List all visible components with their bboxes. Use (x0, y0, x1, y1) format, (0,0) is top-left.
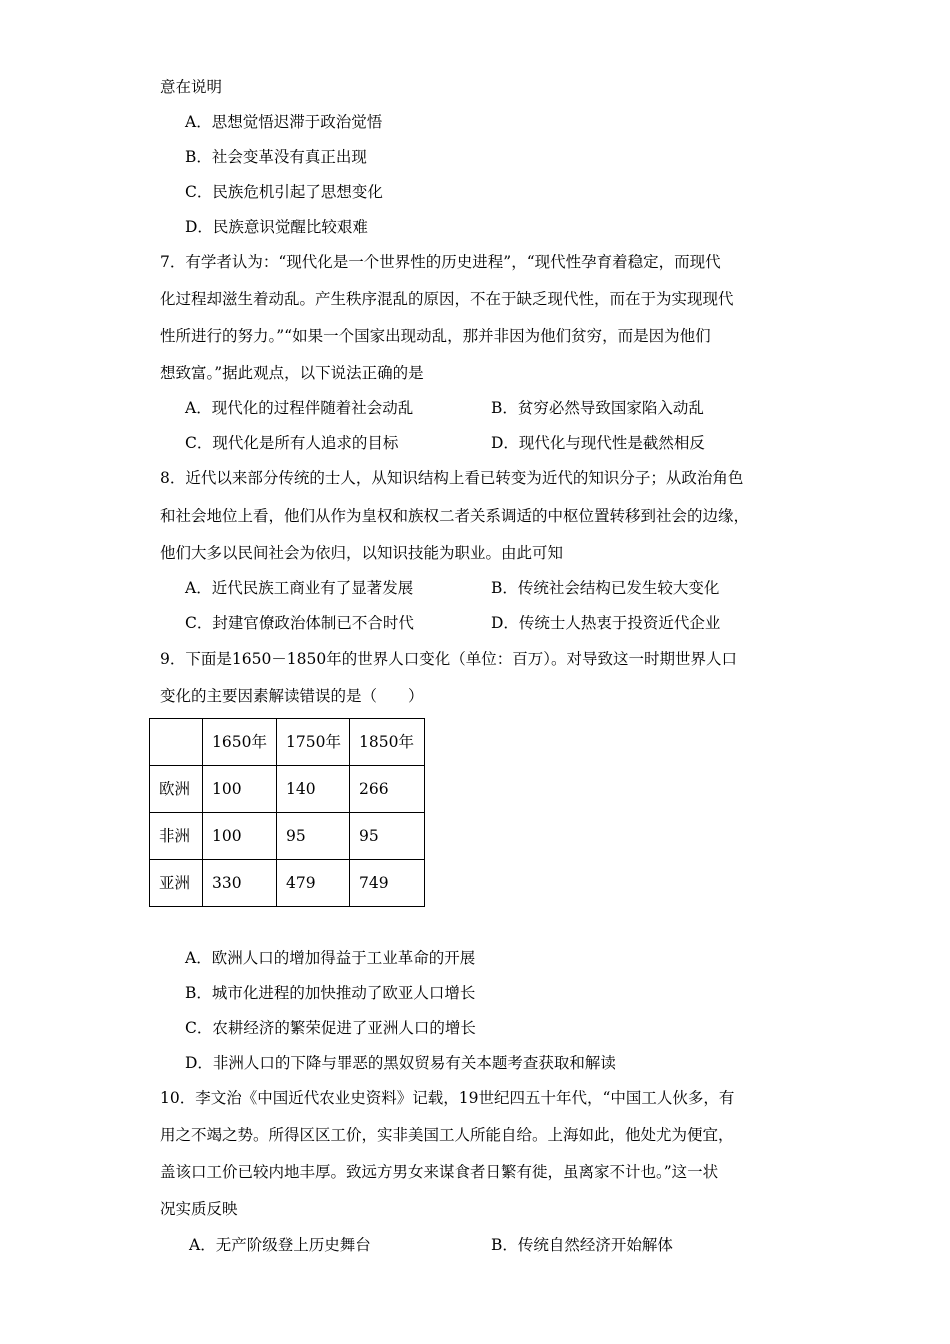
table-cell: 100 (203, 766, 277, 813)
q8-stem-line: 和社会地位上看，他们从作为皇权和族权二者关系调适的中枢位置转移到社会的边缘， (160, 507, 750, 525)
q7-option-c: C．现代化是所有人追求的目标 (185, 434, 399, 452)
table-row (150, 766, 425, 813)
q6-option-b: B．社会变革没有真正出现 (185, 148, 367, 166)
table-cell: 330 (203, 860, 277, 907)
q6-option-c: C．民族危机引起了思想变化 (185, 183, 383, 201)
q8-stem-line: 他们大多以民间社会为依归，以知识技能为职业。由此可知 (160, 544, 564, 562)
q9-option-d: D．非洲人口的下降与罪恶的黑奴贸易有关本题考查获取和解读 (185, 1054, 616, 1072)
table-header-cell: 1850年 (350, 719, 425, 766)
table-header-cell: 1650年 (203, 719, 277, 766)
q8-option-a: A．近代民族工商业有了显著发展 (185, 579, 414, 597)
table-cell: 100 (203, 813, 277, 860)
table-cell: 95 (350, 813, 425, 860)
q7-option-d: D．现代化与现代性是截然相反 (491, 434, 705, 452)
table-cell: 140 (277, 766, 350, 813)
q10-stem-line: 10．李文治《中国近代农业史资料》记载，19世纪四五十年代，“中国工人伙多，有 (160, 1089, 735, 1107)
q10-option-a: A．无产阶级登上历史舞台 (189, 1236, 371, 1254)
q7-option-a: A．现代化的过程伴随着社会动乱 (185, 399, 414, 417)
q7-stem-line: 7．有学者认为：“现代化是一个世界性的历史进程”，“现代性孕育着稳定，而现代 (160, 253, 721, 271)
q9-stem-line: 变化的主要因素解读错误的是（ ） (160, 687, 424, 705)
table-row (150, 813, 425, 860)
table-cell: 479 (277, 860, 350, 907)
population-table (149, 718, 425, 907)
q10-option-b: B．传统自然经济开始解体 (491, 1236, 673, 1254)
table-cell (150, 719, 203, 766)
q9-option-b: B．城市化进程的加快推动了欧亚人口增长 (185, 984, 476, 1002)
q7-stem-line: 想致富。”据此观点，以下说法正确的是 (160, 364, 424, 382)
q8-option-d: D．传统士人热衷于投资近代企业 (491, 614, 721, 632)
q10-stem-line: 用之不竭之势。所得区区工价，实非美国工人所能自给。上海如此，他处尤为便宜， (160, 1126, 734, 1144)
q6-option-d: D．民族意识觉醒比较艰难 (185, 218, 368, 236)
q6-option-a: A．思想觉悟迟滞于政治觉悟 (185, 113, 383, 131)
q8-stem-line: 8．近代以来部分传统的士人，从知识结构上看已转变为近代的知识分子；从政治角色 (160, 469, 744, 487)
table-cell: 非洲 (150, 813, 203, 860)
table-cell: 749 (350, 860, 425, 907)
q9-option-c: C．农耕经济的繁荣促进了亚洲人口的增长 (185, 1019, 476, 1037)
q8-option-b: B．传统社会结构已发生较大变化 (491, 579, 720, 597)
q6-stem-tail: 意在说明 (160, 78, 223, 96)
q10-stem-line: 况实质反映 (160, 1200, 238, 1218)
table-cell: 欧洲 (150, 766, 203, 813)
table-header-row (150, 719, 425, 766)
q9-option-a: A．欧洲人口的增加得益于工业革命的开展 (185, 949, 476, 967)
q7-stem-line: 化过程却滋生着动乱。产生秩序混乱的原因，不在于缺乏现代性，而在于为实现现代 (160, 290, 734, 308)
table-cell: 266 (350, 766, 425, 813)
q7-option-b: B．贫穷必然导致国家陷入动乱 (491, 399, 704, 417)
table-row (150, 860, 425, 907)
table-cell: 亚洲 (150, 860, 203, 907)
q8-option-c: C．封建官僚政治体制已不合时代 (185, 614, 414, 632)
table-header-cell: 1750年 (277, 719, 350, 766)
q7-stem-line: 性所进行的努力。”“如果一个国家出现动乱，那并非因为他们贫穷，而是因为他们 (160, 327, 711, 345)
q10-stem-line: 盖该口工价已较内地丰厚。致远方男女来谋食者日繁有徙，虽离家不计也。”这一状 (160, 1163, 719, 1181)
table-cell: 95 (277, 813, 350, 860)
q9-stem-line: 9．下面是1650－1850年的世界人口变化（单位：百万）。对导致这一时期世界人口 (160, 650, 738, 668)
